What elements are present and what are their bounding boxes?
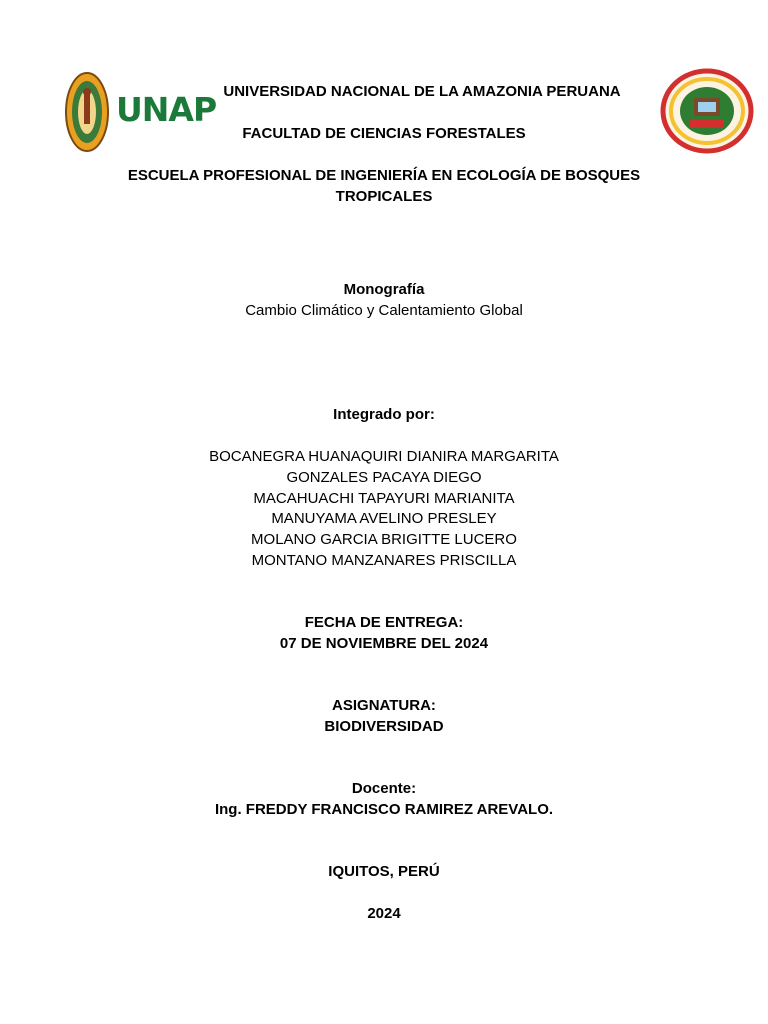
member-name: MACAHUACHI TAPAYURI MARIANITA <box>253 490 515 507</box>
member-name: MANUYAMA AVELINO PRESLEY <box>271 510 497 527</box>
member-name: MONTANO MANZANARES PRISCILLA <box>251 552 517 569</box>
faculty-name: FACULTAD DE CIENCIAS FORESTALES <box>242 125 526 142</box>
member-name: BOCANEGRA HUANAQUIRI DIANIRA MARGARITA <box>209 448 559 465</box>
teacher-label: Docente: <box>351 780 417 797</box>
delivery-label: FECHA DE ENTREGA: <box>304 614 464 631</box>
delivery-date: 07 DE NOVIEMBRE DEL 2024 <box>279 635 489 652</box>
school-name-line2: TROPICALES <box>335 188 433 205</box>
teacher-name: Ing. FREDDY FRANCISCO RAMIREZ AREVALO. <box>214 801 554 818</box>
unap-logo-text: UNAP <box>116 90 217 129</box>
course-label: ASIGNATURA: <box>332 697 436 714</box>
course-name: BIODIVERSIDAD <box>324 718 444 735</box>
university-name: UNIVERSIDAD NACIONAL DE LA AMAZONIA PERUANA <box>223 83 621 100</box>
document-title: Cambio Climático y Calentamiento Global <box>245 302 523 319</box>
document-type: Monografía <box>343 281 425 298</box>
member-name: GONZALES PACAYA DIEGO <box>286 469 482 486</box>
member-name: MOLANO GARCIA BRIGITTE LUCERO <box>251 531 517 548</box>
school-name-line1: ESCUELA PROFESIONAL DE INGENIERÍA EN ECOLOGÍA DE BOSQUES <box>127 167 641 184</box>
place: IQUITOS, PERÚ <box>328 863 440 880</box>
year: 2024 <box>367 905 401 922</box>
members-heading: Integrado por: <box>333 406 435 423</box>
